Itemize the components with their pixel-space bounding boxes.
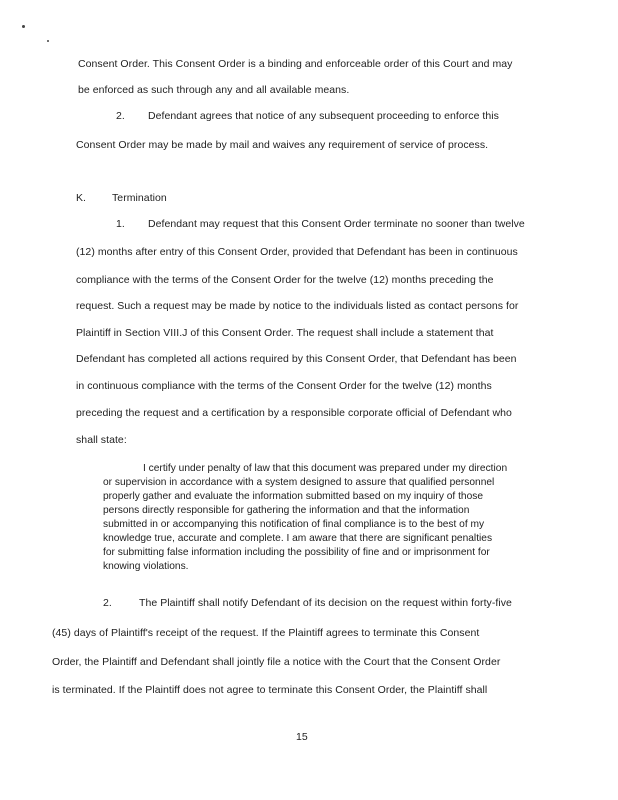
text-line: preceding the request and a certification by a responsible corporate official of Defendant who — [76, 407, 512, 419]
certification-line: submitted in or accompanying this notification of final compliance is to the best of my — [103, 519, 485, 530]
certification-line: knowledge true, accurate and complete. I am aware that there are significant penalties — [103, 533, 493, 544]
certification-line: or supervision in accordance with a system designed to assure that qualified personnel — [103, 477, 495, 488]
section-heading: Termination — [112, 192, 167, 204]
page-number: 15 — [296, 731, 308, 743]
text-line: is terminated. If the Plaintiff does not agree to terminate this Consent Order, the Plaintiff shall — [52, 684, 488, 696]
text-line: Defendant agrees that notice of any subsequent proceeding to enforce this — [148, 110, 499, 122]
text-line: Consent Order. This Consent Order is a binding and enforceable order of this Court and may — [78, 58, 513, 70]
section-letter: K. — [76, 192, 87, 204]
item-number: 2. — [103, 597, 112, 609]
scan-speck — [22, 25, 25, 28]
text-line: The Plaintiff shall notify Defendant of its decision on the request within forty-five — [139, 597, 512, 609]
text-line: (12) months after entry of this Consent Order, provided that Defendant has been in continuous — [76, 246, 518, 258]
item-number: 1. — [116, 218, 125, 230]
text-line: compliance with the terms of the Consent Order for the twelve (12) months preceding the — [76, 274, 494, 286]
text-line: Defendant has completed all actions required by this Consent Order, that Defendant has been — [76, 353, 517, 365]
text-line: Consent Order may be made by mail and waives any requirement of service of process. — [76, 139, 489, 151]
certification-line: properly gather and evaluate the information submitted based on my inquiry of those — [103, 491, 483, 502]
text-line: Order, the Plaintiff and Defendant shall jointly file a notice with the Court that the Consent Order — [52, 656, 501, 668]
text-line: shall state: — [76, 434, 127, 446]
certification-line: I certify under penalty of law that this document was prepared under my direction — [143, 463, 508, 474]
text-line: Defendant may request that this Consent Order terminate no sooner than twelve — [148, 218, 525, 230]
text-line: be enforced as such through any and all available means. — [78, 84, 350, 96]
text-line: Plaintiff in Section VIII.J of this Consent Order. The request shall include a statement that — [76, 327, 494, 339]
text-line: (45) days of Plaintiff's receipt of the request. If the Plaintiff agrees to terminate this Consent — [52, 627, 480, 639]
text-line: in continuous compliance with the terms of the Consent Order for the twelve (12) months — [76, 380, 492, 392]
certification-line: for submitting false information including the possibility of fine and or imprisonment for — [103, 547, 490, 558]
item-number: 2. — [116, 110, 125, 122]
certification-line: knowing violations. — [103, 561, 189, 572]
text-line: request. Such a request may be made by notice to the individuals listed as contact persons for — [76, 300, 519, 312]
certification-line: persons directly responsible for gathering the information and that the information — [103, 505, 470, 516]
scan-speck — [47, 40, 49, 42]
